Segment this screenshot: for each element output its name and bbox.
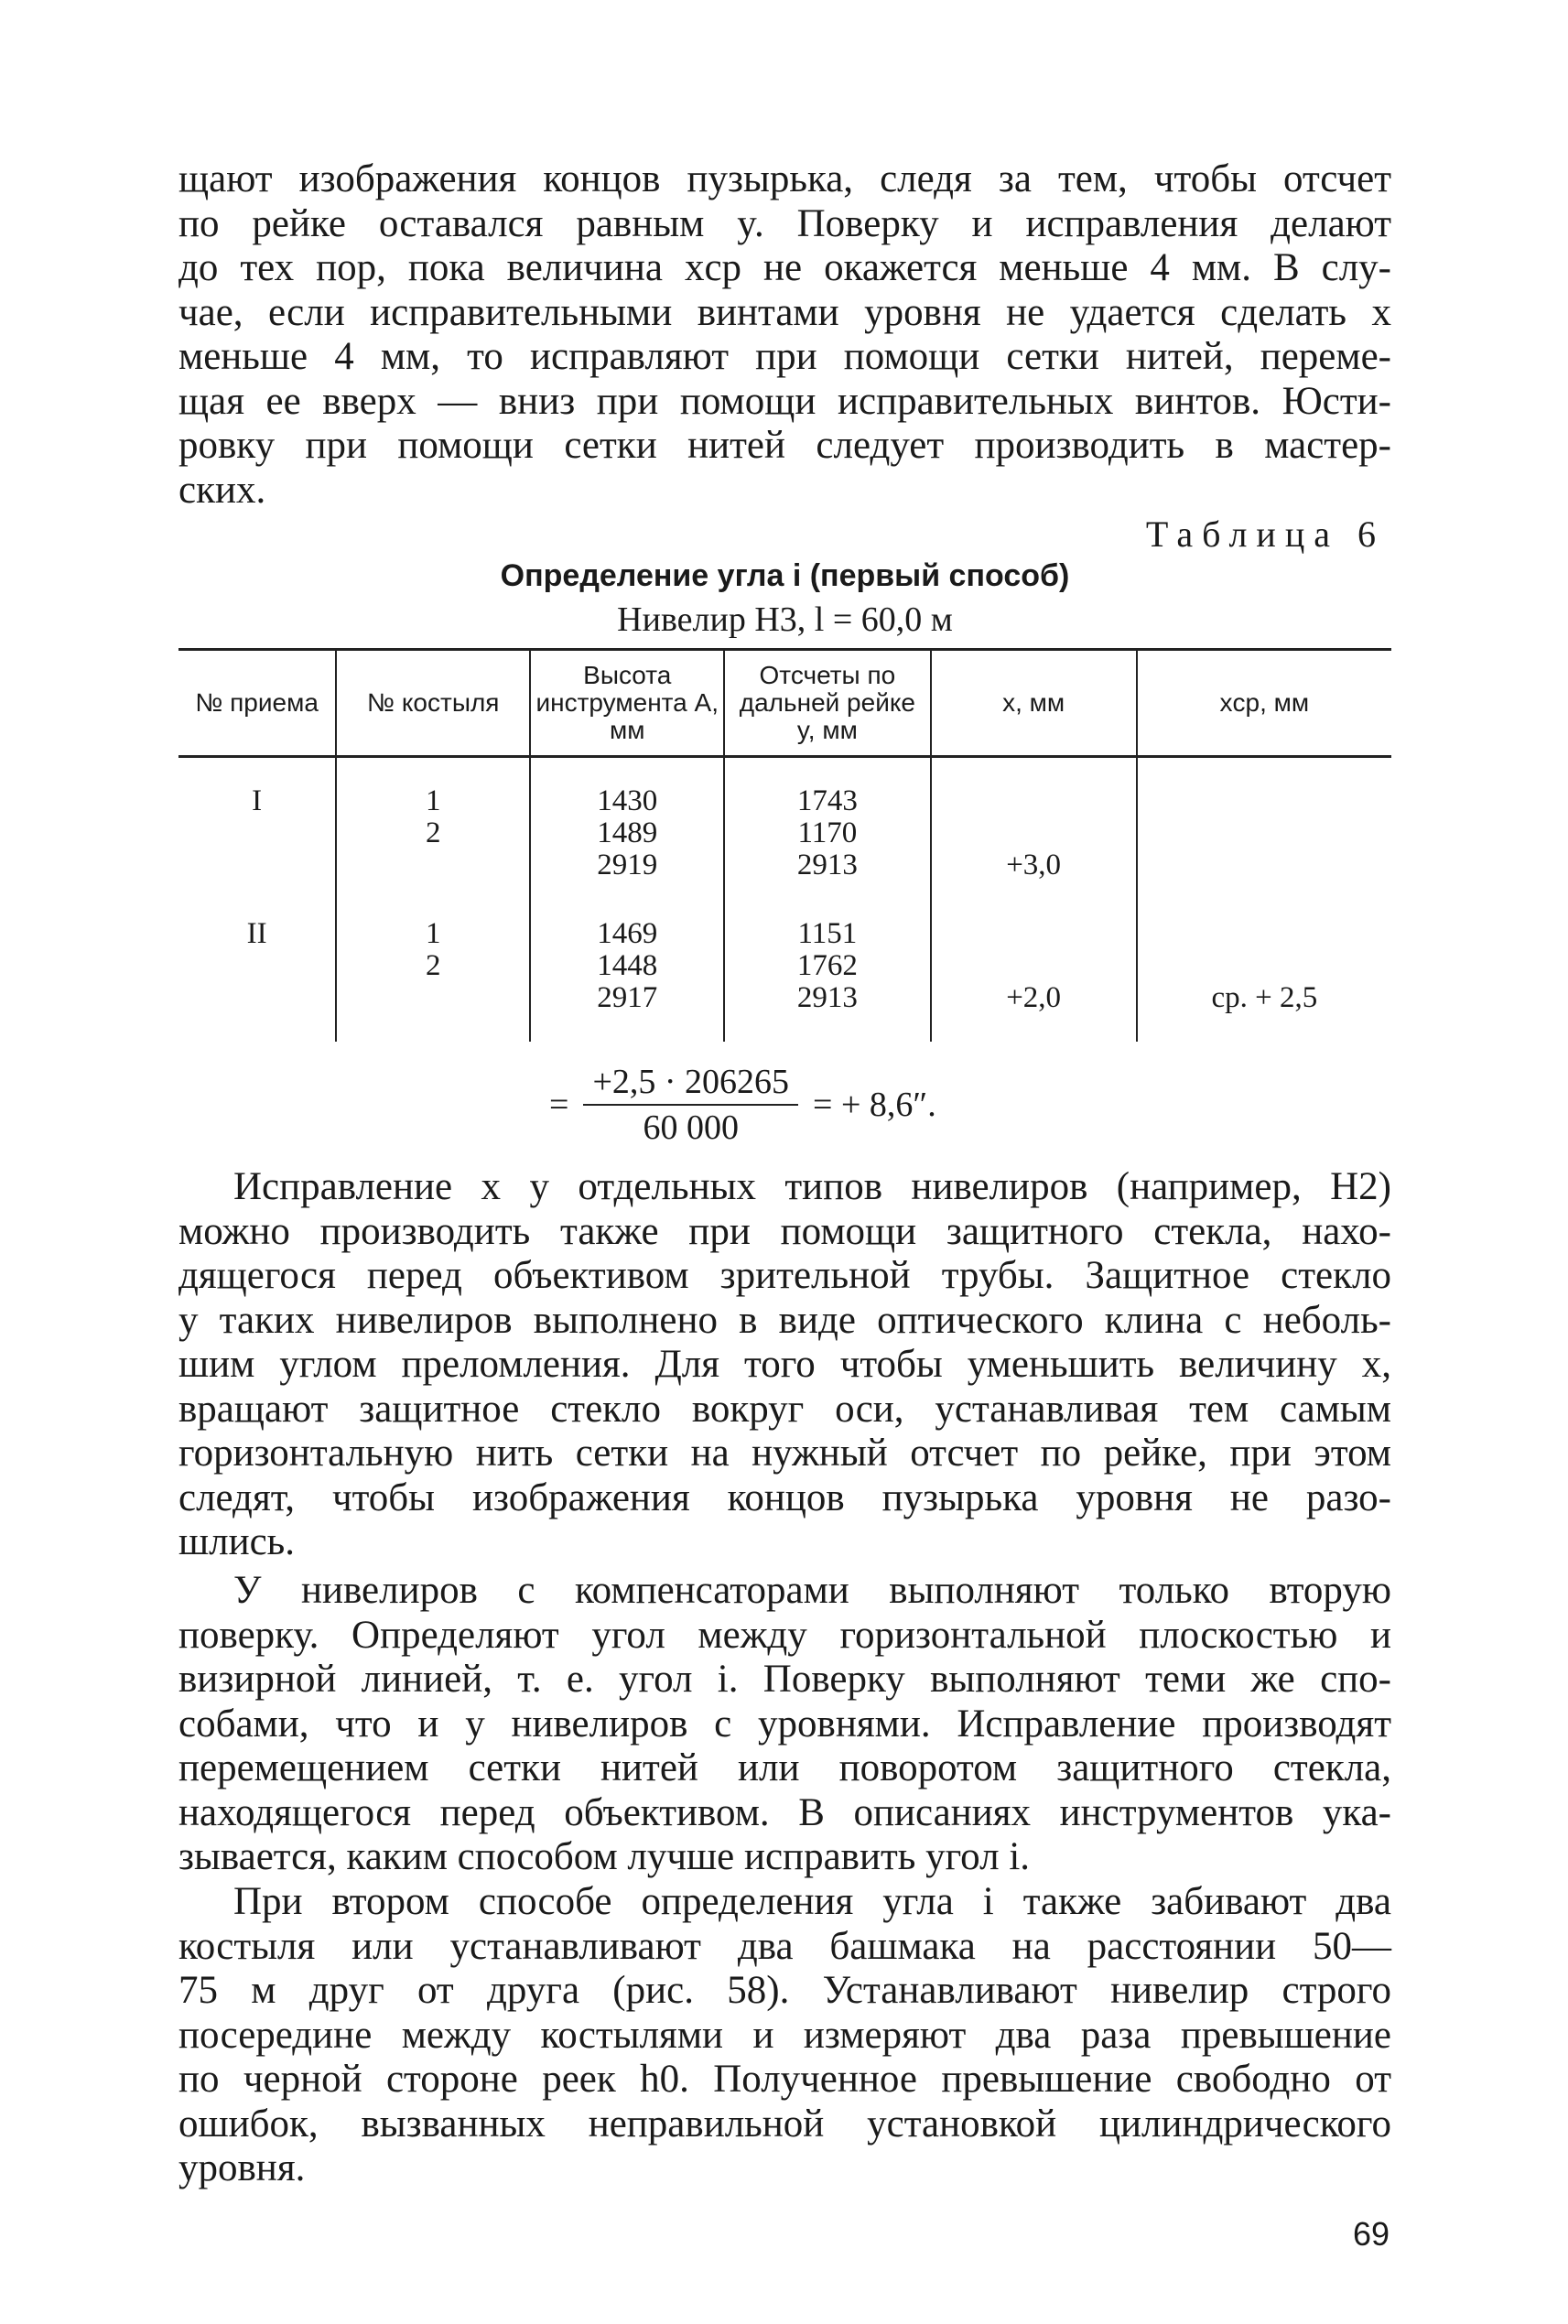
cell-xsr: [1137, 817, 1391, 849]
header-x: x, мм: [931, 650, 1137, 757]
text-line: Исправление x у отдельных типов нивелиров (например, Н2): [233, 1165, 1391, 1208]
text-line: находящегося перед объективом. В описаниях инструментов ука-: [178, 1790, 1391, 1834]
text-line: 75 м друг от друга (рис. 58). Устанавливают нивелир строго: [178, 1969, 1391, 2012]
cell-priem: [178, 982, 336, 1014]
text-line: можно производить также при помощи защитного стекла, нахо-: [178, 1209, 1391, 1253]
cell-height: 2919: [530, 849, 724, 881]
cell-reading: 1762: [724, 950, 930, 982]
table-row: [178, 849, 1391, 881]
text-line: поверку. Определяют угол между горизонтальной плоскостью и: [178, 1613, 1391, 1657]
formula-numerator: +2,5 · 206265: [583, 1062, 798, 1106]
text-line: У нивелиров с компенсаторами выполняют только вторую: [233, 1569, 1391, 1612]
header-xsr: xср, мм: [1137, 650, 1391, 757]
formula-lead: =: [549, 1086, 569, 1124]
paragraph-2: [178, 1569, 1391, 1880]
table-label: Таблица 6: [1145, 513, 1385, 555]
cell-kostyl: [336, 982, 530, 1014]
text-line: горизонтальную нить сетки на нужный отсчет по рейке, при этом: [178, 1432, 1391, 1475]
cell-kostyl: 2: [336, 950, 530, 982]
text-line: щают изображения концов пузырька, следя за тем, чтобы отсчет: [178, 157, 1391, 200]
cell-reading: 1170: [724, 817, 930, 849]
text-line: шим углом преломления. Для того чтобы уменьшить величину x,: [178, 1343, 1391, 1386]
cell-priem: [178, 849, 336, 881]
table-spacer: [178, 881, 1391, 918]
cell-height: 1469: [530, 918, 724, 950]
text-line: вращают защитное стекло вокруг оси, устанавливая тем самым: [178, 1387, 1391, 1431]
cell-height: 1448: [530, 950, 724, 982]
text-line: посередине между костылями и измеряют два раза превышение: [178, 2013, 1391, 2057]
paragraph-3: [178, 1880, 1391, 2191]
cell-x: [931, 918, 1137, 950]
header-reading: Отсчеты по дальней рейке y, мм: [724, 650, 930, 757]
text-line: зывается, каким способом лучше исправить угол i.: [178, 1835, 1031, 1878]
header-height: Высота инструмента A, мм: [530, 650, 724, 757]
cell-kostyl: [336, 849, 530, 881]
cell-reading: 1743: [724, 785, 930, 817]
table-row: [178, 918, 1391, 950]
cell-reading: 2913: [724, 982, 930, 1014]
cell-height: 1489: [530, 817, 724, 849]
text-line: уровня.: [178, 2146, 306, 2189]
text-line: ошибок, вызванных неправильной установкой цилиндрического: [178, 2102, 1391, 2146]
cell-xsr: [1137, 918, 1391, 950]
paragraph-1: [178, 1165, 1391, 1565]
page-number: 69: [1352, 2215, 1390, 2253]
text-line: у таких нивелиров выполнено в виде оптического клина с неболь-: [178, 1298, 1391, 1342]
table-row: [178, 982, 1391, 1014]
text-line: до тех пор, пока величина xср не окажется меньше 4 мм. В слу-: [178, 246, 1391, 289]
text-line: ских.: [178, 468, 266, 512]
formula-fraction: [583, 1062, 798, 1148]
cell-kostyl: 2: [336, 817, 530, 849]
cell-x: [931, 817, 1137, 849]
cell-kostyl: 1: [336, 785, 530, 817]
text-line: собами, что и у нивелиров с уровнями. Исправление производят: [178, 1702, 1391, 1746]
table-row: [178, 817, 1391, 849]
cell-x: [931, 785, 1137, 817]
cell-kostyl: 1: [336, 918, 530, 950]
cell-priem: [178, 817, 336, 849]
text-line: ровку при помощи сетки нитей следует производить в мастер-: [178, 424, 1391, 467]
table-caption: Определение угла i (первый способ): [500, 558, 1070, 593]
text-line: чае, если исправительными винтами уровня не удается сделать x: [178, 290, 1391, 334]
cell-xsr: [1137, 849, 1391, 881]
text-line: меньше 4 мм, то исправляют при помощи сетки нитей, переме-: [178, 335, 1391, 378]
table-header-row: [178, 650, 1391, 757]
text-line: визирной линией, т. е. угол i. Поверку выполняют теми же спо-: [178, 1658, 1391, 1701]
text-line: по рейке оставался равным y. Поверку и исправления делают: [178, 201, 1391, 245]
cell-height: 1430: [530, 785, 724, 817]
text-line: щая ее вверх — вниз при помощи исправительных винтов. Юсти-: [178, 379, 1391, 423]
formula-denominator: 60 000: [643, 1108, 739, 1147]
cell-xsr: ср. + 2,5: [1137, 982, 1391, 1014]
cell-x: +3,0: [931, 849, 1137, 881]
cell-reading: 2913: [724, 849, 930, 881]
cell-xsr: [1137, 785, 1391, 817]
text-line: перемещением сетки нитей или поворотом защитного стекла,: [178, 1746, 1391, 1789]
cell-reading: 1151: [724, 918, 930, 950]
cell-priem: I: [252, 784, 263, 817]
table-row: [178, 950, 1391, 982]
text-line: шлись.: [178, 1520, 296, 1563]
header-priem: № приема: [178, 650, 336, 757]
text-line: костыля или устанавливают два башмака на расстоянии 50—: [178, 1924, 1391, 1968]
text-line: по черной стороне реек h0. Полученное превышение свободно от: [178, 2058, 1391, 2101]
table-spacer: [178, 757, 1391, 786]
table-subcaption: Нивелир Н3, l = 60,0 м: [617, 600, 953, 639]
measurement-table: [178, 648, 1391, 1042]
cell-x: [931, 950, 1137, 982]
text-line: дящегося перед объективом зрительной трубы. Защитное стекло: [178, 1254, 1391, 1297]
table-row: [178, 785, 1391, 817]
paragraph-top: [178, 157, 1391, 513]
cell-priem: II: [246, 917, 267, 950]
table-spacer: [178, 1014, 1391, 1042]
text-line: При втором способе определения угла i также забивают два: [233, 1880, 1391, 1923]
header-kostyl: № костыля: [336, 650, 530, 757]
formula-result: = + 8,6″.: [813, 1086, 936, 1124]
cell-xsr: [1137, 950, 1391, 982]
text-line: следят, чтобы изображения концов пузырька уровня не разо-: [178, 1475, 1391, 1519]
cell-height: 2917: [530, 982, 724, 1014]
cell-priem: [178, 950, 336, 982]
cell-x: +2,0: [931, 982, 1137, 1014]
formula: [549, 1062, 936, 1148]
